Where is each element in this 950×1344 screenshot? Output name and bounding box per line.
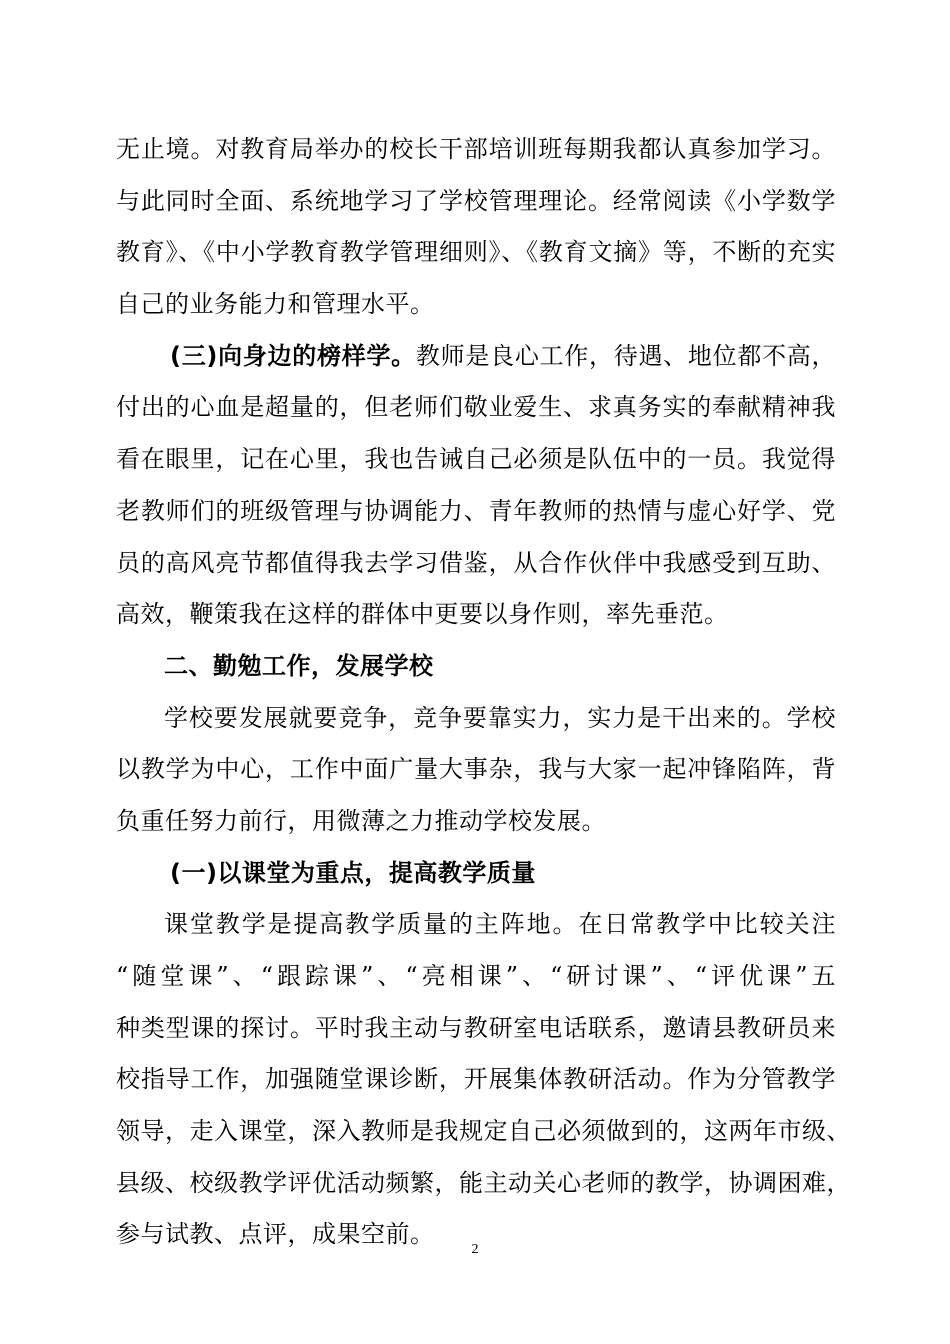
paragraph-line: 校指导工作，加强随堂课诊断，开展集体教研活动。作为分管教学 <box>116 1065 836 1094</box>
paragraph-line: 以教学为中心，工作中面广量大事杂，我与大家一起冲锋陷阵，背 <box>116 755 836 784</box>
paragraph-line: 参与试教、点评，成果空前。 <box>116 1220 435 1249</box>
paragraph-line: 课堂教学是提高教学质量的主阵地。在日常教学中比较关注 <box>164 910 836 939</box>
section-heading: 二、勤勉工作，发展学校 <box>164 651 434 680</box>
paragraph-line: 看在眼里，记在心里，我也告诫自己必须是队伍中的一员。我觉得 <box>116 445 836 474</box>
paragraph-line: 学校要发展就要竞争，竞争要靠实力，实力是干出来的。学校 <box>164 703 836 732</box>
paragraph-line: 自己的业务能力和管理水平。 <box>116 290 435 319</box>
paragraph-line: 付出的心血是超量的，但老师们敬业爱生、求真务实的奉献精神我 <box>116 393 836 422</box>
paragraph-line: 县级、校级教学评优活动频繁，能主动关心老师的教学，协调困难， <box>116 1168 851 1197</box>
paragraph-line: 种类型课的探讨。平时我主动与教研室电话联系，邀请县教研员来 <box>116 1013 836 1042</box>
body-text <box>116 124 851 1261</box>
paragraph-line: 员的高风亮节都值得我去学习借鉴，从合作伙伴中我感受到互助、 <box>116 548 836 577</box>
paragraph-line: 无止境。对教育局举办的校长干部培训班每期我都认真参加学习。 <box>116 135 836 163</box>
subsection-heading: (一)以课堂为重点，提高教学质量 <box>170 858 536 887</box>
paragraph-line: 高效，鞭策我在这样的群体中更要以身作则，率先垂范。 <box>116 600 729 629</box>
paragraph-text: 教师是良心工作，待遇、地位都不高， <box>415 341 837 370</box>
page-number: 2 <box>471 1242 479 1257</box>
paragraph-line: “随堂课”、“跟踪课”、“亮相课”、“研讨课”、“评优课”五 <box>116 962 836 990</box>
paragraph-line: 领导，走入课堂，深入教师是我规定自己必须做到的，这两年市级、 <box>116 1117 851 1146</box>
paragraph-line: 与此同时全面、系统地学习了学校管理理论。经常阅读《小学数学 <box>116 186 836 215</box>
paragraph-line <box>116 331 836 383</box>
paragraph-line: 负重任努力前行，用微薄之力推动学校发展。 <box>116 806 606 835</box>
paragraph-line: 教育》、《中小学教育教学管理细则》、《教育文摘》等，不断的充实 <box>116 238 836 267</box>
subsection-heading: (三)向身边的榜样学。 <box>170 341 416 370</box>
paragraph-line: 老教师们的班级管理与协调能力、青年教师的热情与虚心好学、党 <box>116 496 836 525</box>
